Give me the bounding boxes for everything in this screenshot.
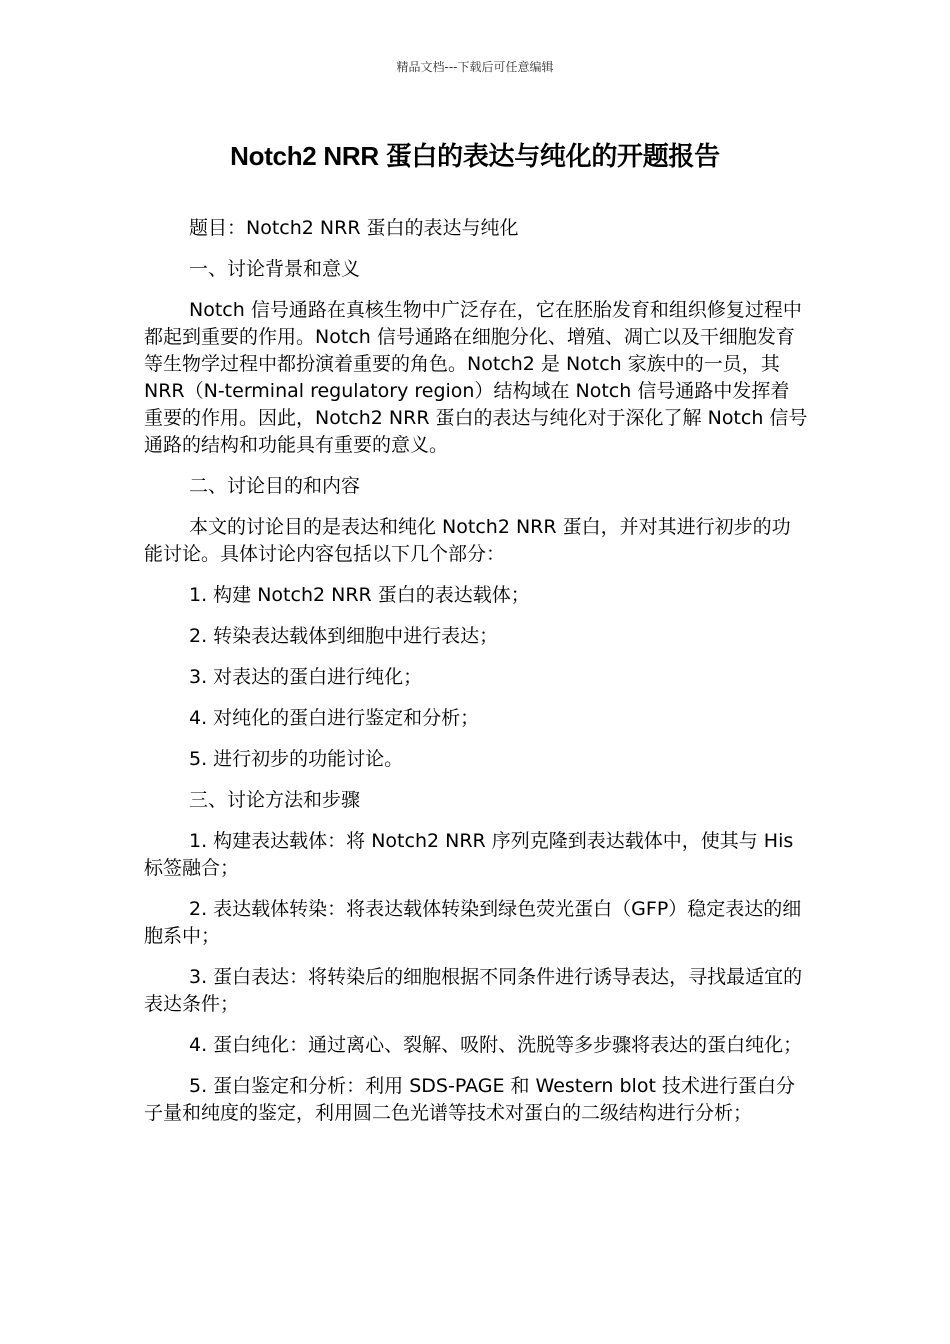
goals-paragraph: 本文的讨论目的是表达和纯化 Notch2 NRR 蛋白，并对其进行初步的功能讨论。具体讨论内容包括以下几个部分： <box>144 516 791 565</box>
section-heading-background: 一、讨论背景和意义 <box>189 258 361 280</box>
document-body <box>144 215 808 1141</box>
method-step-5: 5. 蛋白鉴定和分析：利用 SDS-PAGE 和 Western blot 技术进行蛋白分子量和纯度的鉴定，利用圆二色光谱等技术对蛋白的二级结构进行分析； <box>144 1075 795 1124</box>
goal-item-5: 5. 进行初步的功能讨论。 <box>189 748 404 770</box>
section-heading-methods: 三、讨论方法和步骤 <box>189 789 361 811</box>
method-step-4: 4. 蛋白纯化：通过离心、裂解、吸附、洗脱等多步骤将表达的蛋白纯化； <box>189 1034 803 1056</box>
page-header: 精品文档---下载后可任意编辑 <box>396 60 554 74</box>
goal-item-1: 1. 构建 Notch2 NRR 蛋白的表达载体； <box>189 584 530 606</box>
background-paragraph: Notch 信号通路在真核生物中广泛存在，它在胚胎发育和组织修复过程中都起到重要的作用。Notch 信号通路在细胞分化、增殖、凋亡以及干细胞发育等生物学过程中都扮演着重要的角色。Notch2 是 Notch 家族中的一员，其 NRR（N-terminal regulatory region）结构域在 Notch 信号通路中发挥着重要的作用。因此，Notch2 NRR 蛋白的表达与纯化对于深化了解 Notch 信号通路的结构和功能具有重要的意义。 <box>144 299 808 456</box>
document-title: Notch2 NRR 蛋白的表达与纯化的开题报告 <box>230 141 720 171</box>
method-step-1: 1. 构建表达载体：将 Notch2 NRR 序列克隆到表达载体中，使其与 His 标签融合； <box>144 830 794 879</box>
topic-line: 题目：Notch2 NRR 蛋白的表达与纯化 <box>189 217 519 239</box>
goal-item-3: 3. 对表达的蛋白进行纯化； <box>189 666 423 688</box>
method-step-2: 2. 表达载体转染：将表达载体转染到绿色荧光蛋白（GFP）稳定表达的细胞系中； <box>144 898 802 947</box>
goal-item-2: 2. 转染表达载体到细胞中进行表达； <box>189 625 499 647</box>
goal-item-4: 4. 对纯化的蛋白进行鉴定和分析； <box>189 707 480 729</box>
section-heading-goals: 二、讨论目的和内容 <box>189 475 361 497</box>
method-step-3: 3. 蛋白表达：将转染后的细胞根据不同条件进行诱导表达，寻找最适宜的表达条件； <box>144 966 803 1015</box>
